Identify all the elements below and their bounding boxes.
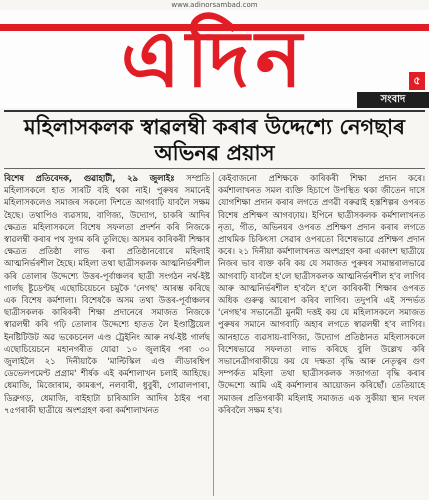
- headline-rule-top: [4, 110, 425, 112]
- article-column-left: [4, 172, 210, 496]
- source-url: www.adinorsambad.com: [171, 1, 258, 9]
- masthead: [0, 10, 429, 108]
- newspaper-logo: এদিন: [120, 15, 309, 105]
- article-body-left: সম্প্ৰতি মহিলাসকলে হাত সাৰটি বহি থকা নাই। পুৰুষৰ সমানেই মহিলাসকলেও সমাজৰ সকলো দিশতে আগবাঢ়ি যাবলৈ সক্ষম হৈছে। তথাপিও ব্যৱসায়, বাণিজ্য, উদ্যোগ, চাকৰি আদিৰ ক্ষেত্ৰত মহিলাসকলে বিশেষ সফলতা প্ৰদৰ্শন কৰি নিজকে স্বাৱলম্বী কৰাৰ পথ সুগম কৰি তুলিছে। অসমৰ কাৰিকৰী শিক্ষাৰ ক্ষেত্ৰত প্ৰতিষ্ঠা লাভ কৰা প্ৰতিষ্ঠানবোৰে মহিলাই আত্মনিৰ্ভৰশীল হৈছে। মহিলা তথা ছাত্ৰীসকলক আত্মনিৰ্ভৰশীল কৰি তোলাৰ উদ্দেশ্যে উত্তৰ-পূৰ্বাঞ্চলৰ ছাত্ৰী সংগঠন নৰ্থ-ইষ্ট গাৰ্লছ ষ্টুডেণ্টছ এছোচিয়েচনে চমুকৈ 'নেগছ' আৰম্ভ কৰিছে এক বিশেষ কৰ্মশালা। বিশেষকৈ অসম তথা উত্তৰ-পূৰ্বাঞ্চলৰ ছাত্ৰীসকলক কাৰিকৰী শিক্ষা প্ৰদানেৰে সমাজত নিজকে স্বাৱলম্বী কৰি গঢ়ি তোলাৰ উদ্দেশ্যে হাতত লৈ ইণ্ডাষ্ট্ৰিয়েল ইনষ্টিটিউট অৱ ভকেচনেল এণ্ড ট্ৰেইনিং আৰু নৰ্থ-ইষ্ট গাৰ্লছ এছোচিয়েচনে মহানগৰীত যোৱা ১০ জুলাইৰ পৰা ৩০ জুলাইলৈ ২১ দিনীয়াকৈ 'মাল্টিস্কিল এণ্ড লীডাৰশ্বিপ ডেভেলপমেণ্ট প্ৰগ্ৰাম' শীৰ্ষক এই কৰ্মশালাখন চলাই আহিছে। ধেমাজি, মিজোৰাম, কামৰূপ, নলবাৰী, ধুবুৰী, গোৱালপাৰা, ডিব্ৰুগড়, ধেমাজি, বাইহাটা চাৰিআলি আদিৰ ঠাইৰ পৰা ৭৫গৰাকী ছাত্ৰীয়ে অংশগ্ৰহণ কৰা কৰ্মশালাখনত: [4, 173, 210, 415]
- logo-subtitle-badge: সংবাদ: [357, 92, 429, 108]
- headline-rule-bottom: [4, 168, 425, 169]
- article-headline: মহিলাসকলক স্বাৱলম্বী কৰাৰ উদ্দেশ্যে নেগছাৰ অভিনৱ প্ৰয়াস: [24, 115, 405, 165]
- article-byline: বিশেষ প্ৰতিবেদক, গুৱাহাটী, ২৯ জুলাইঃ: [4, 173, 187, 183]
- page-number-badge: ৫: [409, 72, 425, 90]
- column-divider: [213, 172, 214, 496]
- article-body-right: কেইবাজনো প্ৰশিক্ষকে কাৰিকৰী শিক্ষা প্ৰদান কৰে। কৰ্মশালাখনত সমল ব্যক্তি হিচাপে উপস্থিত থকা জীতেন দাসে যোগশিক্ষা প্ৰদান কৰাৰ লগতে প্ৰণৱী বৰুৱাই হস্তশিল্পৰ ওপৰত বিশেষ প্ৰশিক্ষণ আগবঢ়ায়। ইপিনে ছাত্ৰীসকলক কৰ্মশালাখনত নৃত্য, গীত, অভিনয়ৰ ওপৰত প্ৰশিক্ষণ প্ৰদান কৰাৰ লগতে প্ৰাথমিক চিকিৎসা সেৱাৰ ওপৰতো বিশেষভাৱে প্ৰশিক্ষণ প্ৰদান কৰে। ২১ দিনীয়া কৰ্মশালাখনত অংশগ্ৰহণ কৰা একাংশ ছাত্ৰীয়ে নিজৰ ভাব ব্যক্ত কৰি কয় যে সমাজত পুৰুষৰ সমান্তৰালভাৱে আগবাঢ়ি যাবলৈ হ'লে ছাত্ৰীসকলক আত্মনিৰ্ভৰশীল হ'ব লাগিব আৰু আত্মনিৰ্ভৰশীল হ'বলৈ হ'লে কাৰিকৰী শিক্ষাৰ ওপৰত অধিক গুৰুত্ব আৰোপ কৰিব লাগিব। তদুপৰি এই সন্দৰ্ভত 'নেগছ'ৰ সভানেত্ৰী মুনমী দত্তই কয় যে মহিলাসকলে সমাজত পুৰুষৰ সমানে আগবাঢ়ি অহাৰ লগতে স্বাৱলম্বী হ'ব লাগিব। আনহাতে ব্যৱসায়-বাণিজ্য, উদ্যোগ প্ৰতিষ্ঠানত মহিলাসকলে বিশেষভাৱে সফলতা লাভ কৰিছে বুলি উল্লেখ কৰি সভানেত্ৰীগৰাকীয়ে কয় যে দক্ষতা বৃদ্ধি আৰু নেতৃত্বৰ গুণ সম্পৰ্কত মহিলা তথা ছাত্ৰীসকলক সজাগতা বৃদ্ধি কৰাৰ উদ্দেশ্যে আমি এই কৰ্মশালাৰ আয়োজন কৰিছোঁ। তেতিয়াহে সমাজৰ প্ৰতিগৰাকী মহিলাই সমাজত এক সুকীয়া স্থান দখল কৰিবলৈ সক্ষম হ'ব।: [218, 173, 425, 415]
- article-column-right: [218, 172, 425, 496]
